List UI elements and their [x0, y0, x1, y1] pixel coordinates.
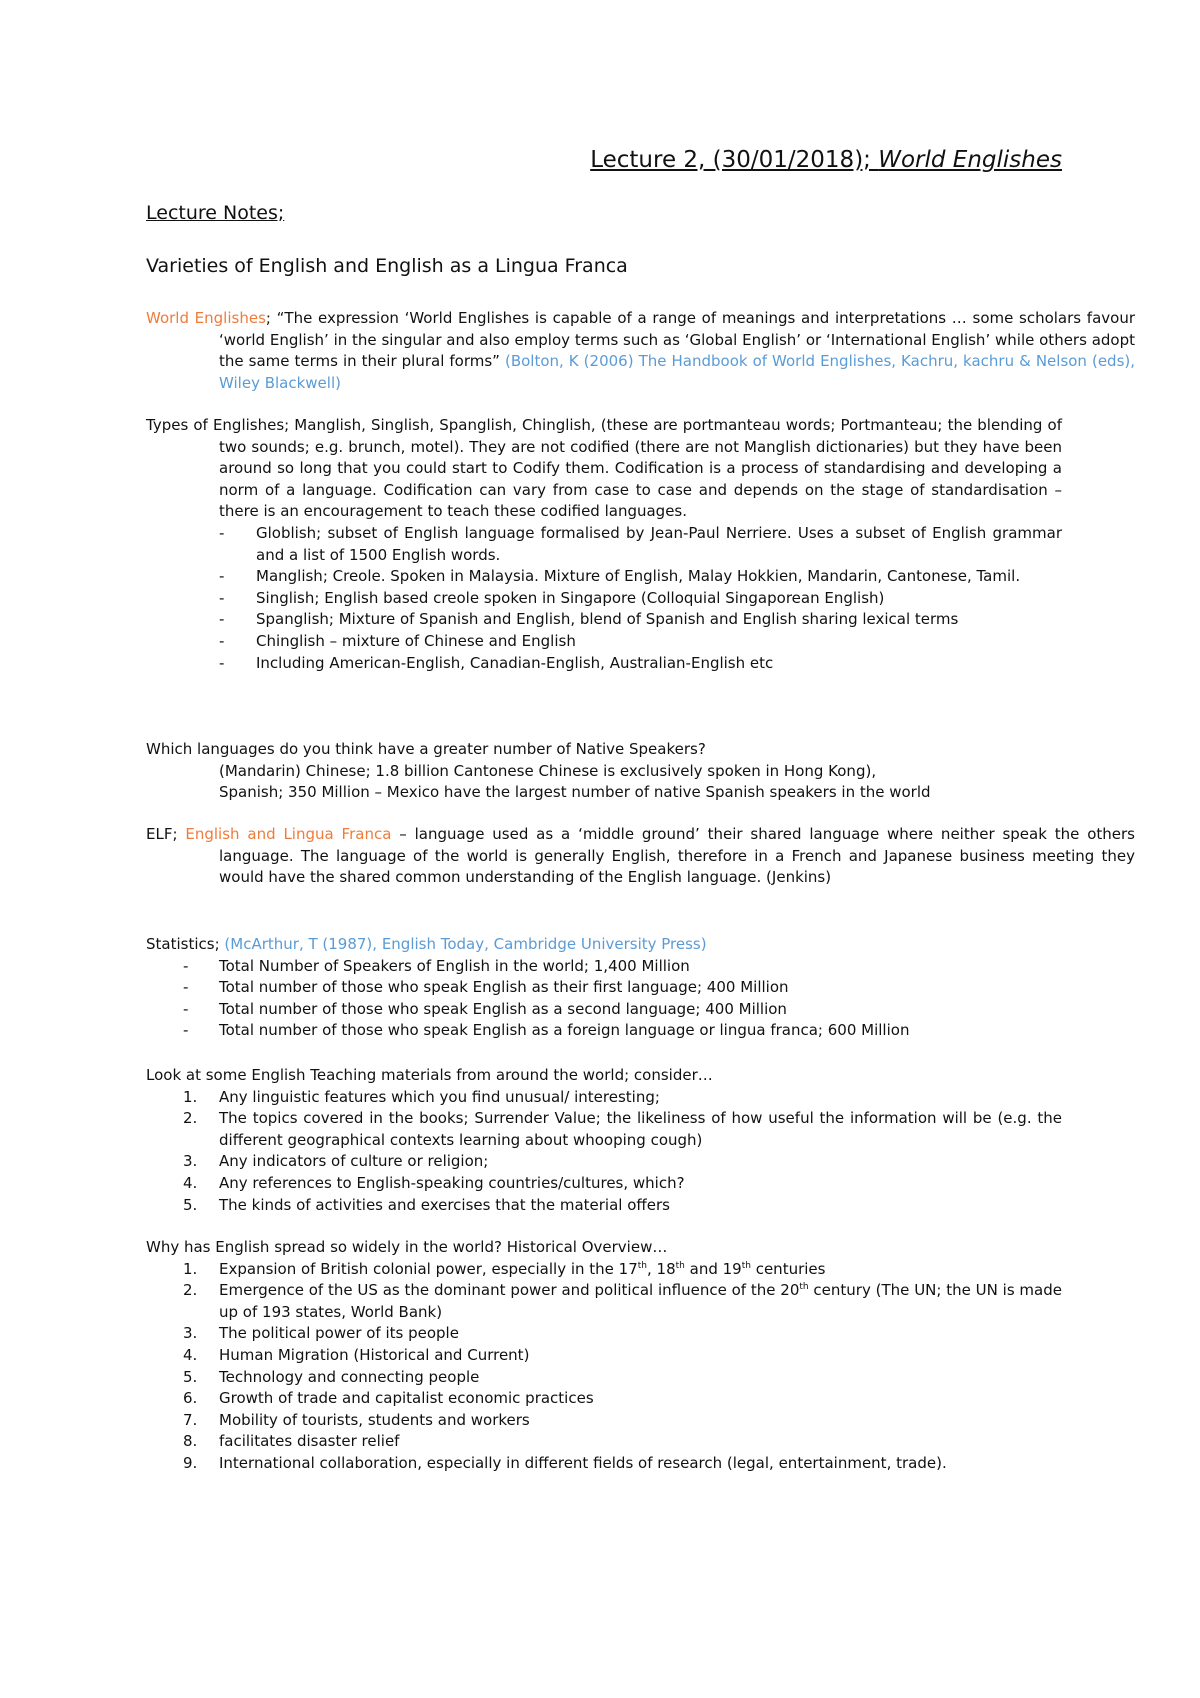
list-item: - Total number of those who speak English as their first language; 400 Million [183, 978, 789, 997]
list-item: 6. Growth of trade and capitalist economic practices [183, 1389, 594, 1408]
bolton-citation: (Bolton, K (2006) The Handbook of World Englishes, Kachru, kachru & Nelson (eds), Wiley Blackwell) [219, 352, 1136, 392]
list-item: 8. facilitates disaster relief [183, 1432, 400, 1451]
list-item: - Singlish; English based creole spoken in Singapore (Colloquial Singaporean English) [219, 588, 885, 607]
list-item: 2. The topics covered in the books; Surrender Value; the likeliness of how useful the information will be (e.g. the different geographical contexts learning about whooping cough) [183, 1109, 1062, 1149]
list-item: 5. The kinds of activities and exercises that the material offers [183, 1195, 670, 1214]
mcarthur-citation: (McArthur, T (1987), English Today, Cambridge University Press) [224, 935, 707, 953]
world-englishes-paragraph: World Englishes; “The expression ‘World Englishes is capable of a range of meanings and interpretations … some scholars favour ‘world English’ in the singular and also employ terms such as ‘Global English’ or ‘International English’ while others adopt the same terms in their plural forms” (Bolton, K (2006) The Handbook of World Englishes, Kachru, kachru & Nelson (eds), Wiley Blackwell) [146, 309, 1136, 392]
spread-section [146, 1237, 1062, 1475]
native-speakers-section [146, 739, 1062, 804]
statistics-list [146, 956, 1062, 1042]
list-item: - Spanglish; Mixture of Spanish and English, blend of Spanish and English sharing lexical terms [219, 610, 959, 629]
list-item: 7. Mobility of tourists, students and workers [183, 1410, 530, 1429]
materials-section [146, 1065, 1062, 1216]
types-intro: Types of Englishes; Manglish, Singlish, Spanglish, Chinglish, (these are portmanteau words; Portmanteau; the blending of two sounds; e.g. brunch, motel). They are not codified (there are not Manglish dictionaries) but they have been around so long that you could start to Codify them. Codification is a process of standardising and developing a norm of a language. Codification can vary from case to case and depends on the stage of standardisation – there is an encouragement to teach these codified languages. [146, 416, 1062, 521]
list-item: - Total number of those who speak English as a foreign language or lingua franca; 600 Million [183, 1021, 910, 1040]
list-item: 3. The political power of its people [183, 1324, 459, 1343]
native-question: Which languages do you think have a greater number of Native Speakers? [146, 740, 706, 758]
list-item: - Chinglish – mixture of Chinese and English [219, 631, 576, 650]
list-item: - Total Number of Speakers of English in the world; 1,400 Million [183, 956, 690, 975]
elf-paragraph: ELF; English and Lingua Franca – language used as a ‘middle ground’ their shared language where neither speak the others language. The language of the world is generally English, therefore in a French and Japanese business meeting they would have the shared common understanding of the English language. (Jenkins) [146, 825, 1135, 887]
list-item: 4. Human Migration (Historical and Current) [183, 1345, 530, 1364]
list-item: 4. Any references to English-speaking countries/cultures, which? [183, 1173, 685, 1192]
statistics-section [146, 934, 1062, 1042]
list-item: - Total number of those who speak English as a second language; 400 Million [183, 999, 787, 1018]
native-line-spanish: Spanish; 350 Million – Mexico have the largest number of native Spanish speakers in the world [219, 783, 931, 802]
page-title: Lecture 2, (30/01/2018); World Englishes [590, 147, 1062, 173]
world-englishes-term: World Englishes [146, 309, 266, 327]
lecture-notes-heading: Lecture Notes; [146, 202, 285, 224]
list-item: 1. Expansion of British colonial power, especially in the 17th, 18th and 19th centuries [183, 1259, 826, 1278]
list-item: 1. Any linguistic features which you find unusual/ interesting; [183, 1087, 660, 1106]
list-item: 2. Emergence of the US as the dominant power and political influence of the 20th century (The UN; the UN is made up of 193 states, World Bank) [183, 1281, 1062, 1321]
list-item: - Including American-English, Canadian-English, Australian-English etc [219, 653, 774, 672]
types-list [146, 523, 1062, 674]
list-item: 3. Any indicators of culture or religion; [183, 1152, 489, 1171]
materials-intro: Look at some English Teaching materials from around the world; consider… [146, 1066, 713, 1084]
statistics-heading: Statistics; (McArthur, T (1987), English Today, Cambridge University Press) [146, 935, 707, 953]
list-item: - Globlish; subset of English language formalised by Jean-Paul Nerriere. Uses a subset of English grammar and a list of 1500 English words. [219, 523, 1062, 564]
spread-list [146, 1259, 1062, 1475]
list-item: - Manglish; Creole. Spoken in Malaysia. Mixture of English, Malay Hokkien, Mandarin, Cantonese, Tamil. [219, 567, 1021, 586]
types-section [146, 415, 1062, 674]
elf-term: English and Lingua Franca [185, 825, 392, 843]
list-item: 5. Technology and connecting people [183, 1367, 480, 1386]
list-item: 9. International collaboration, especially in different fields of research (legal, entertainment, trade). [183, 1453, 947, 1472]
materials-list [146, 1087, 1062, 1217]
spread-intro: Why has English spread so widely in the world? Historical Overview… [146, 1238, 668, 1256]
section-subtitle: Varieties of English and English as a Lingua Franca [146, 255, 628, 277]
native-line-chinese: (Mandarin) Chinese; 1.8 billion Cantonese Chinese is exclusively spoken in Hong Kong), [219, 761, 877, 780]
